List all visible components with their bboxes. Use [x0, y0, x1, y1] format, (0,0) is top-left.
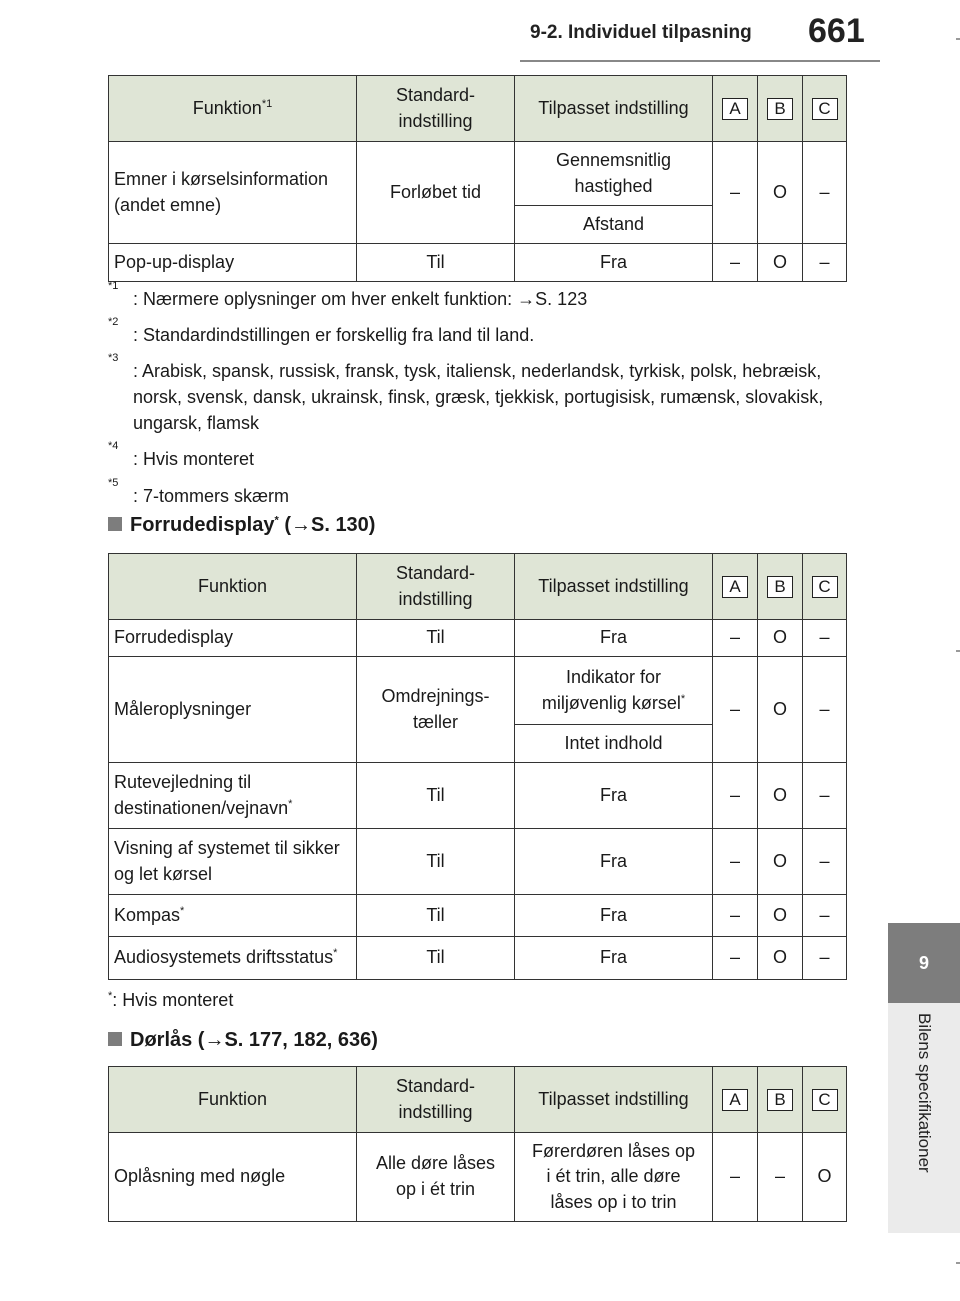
cell-c: –	[803, 937, 847, 980]
col-header-b: B	[758, 1067, 803, 1133]
bullet-square-icon	[108, 1032, 122, 1046]
table-row	[109, 620, 847, 657]
cell-custom: Fra	[515, 829, 713, 895]
cell-a: –	[713, 895, 758, 937]
cell-custom: Fra	[515, 244, 713, 282]
table-row	[109, 895, 847, 937]
table-row	[109, 244, 847, 282]
cell-a: –	[713, 142, 758, 244]
cell-funktion: Oplåsning med nøgle	[109, 1133, 357, 1222]
col-header-b: B	[758, 76, 803, 142]
bullet-square-icon	[108, 517, 122, 531]
col-header-funktion: Funktion	[109, 554, 357, 620]
chapter-label: Bilens specifikationer	[915, 1013, 934, 1173]
footnotes	[108, 280, 828, 519]
col-header-standard: Standard- indstilling	[357, 1067, 515, 1133]
col-header-tilpasset: Tilpasset indstilling	[515, 1067, 713, 1133]
chapter-tab	[888, 923, 960, 1003]
footnote: *: Hvis monteret	[108, 990, 234, 1010]
cell-a: –	[713, 1133, 758, 1222]
page-ref-link[interactable]: S. 177, 182, 636)	[224, 1029, 378, 1051]
col-header-a: A	[713, 1067, 758, 1133]
table-driving-info	[108, 75, 847, 282]
page-ref-link[interactable]: S. 123	[535, 289, 588, 309]
arrow-icon: →	[517, 289, 536, 309]
chapter-number: 9	[918, 952, 929, 973]
col-header-tilpasset: Tilpasset indstilling	[515, 76, 713, 142]
cell-standard: Omdrejnings- tæller	[357, 657, 515, 763]
cell-custom: Fra	[515, 763, 713, 829]
col-header-funktion: Funktion	[109, 1067, 357, 1133]
cell-custom: Gennemsnitlig hastighed	[515, 142, 713, 206]
cell-funktion: Emner i kørselsinformation (andet emne)	[109, 142, 357, 244]
cell-c: –	[803, 657, 847, 763]
cell-funktion: Pop-up-display	[109, 244, 357, 282]
arrow-icon: →	[204, 1029, 225, 1051]
edge-tick	[956, 38, 960, 40]
page-number: 661	[808, 12, 865, 50]
col-header-tilpasset: Tilpasset indstilling	[515, 554, 713, 620]
cell-a: –	[713, 829, 758, 895]
arrow-icon: →	[290, 514, 311, 536]
cell-a: –	[713, 657, 758, 763]
col-header-standard: Standard- indstilling	[357, 76, 515, 142]
cell-c: –	[803, 620, 847, 657]
cell-custom: Afstand	[515, 206, 713, 244]
table-row	[109, 142, 847, 206]
table-forrudedisplay	[108, 553, 847, 980]
table-row	[109, 829, 847, 895]
footnote: *1 : Nærmere oplysninger om hver enkelt funktion: →S. 123	[108, 280, 588, 309]
cell-c: –	[803, 829, 847, 895]
cell-b: O	[758, 244, 803, 282]
cell-a: –	[713, 244, 758, 282]
cell-funktion: Rutevejledning til destinationen/vejnavn*	[109, 763, 357, 829]
cell-b: O	[758, 142, 803, 244]
edge-tick	[956, 1262, 960, 1264]
cell-c: –	[803, 244, 847, 282]
col-header-b: B	[758, 554, 803, 620]
section-heading-forrudedisplay: Forrudedisplay* (→S. 130)	[108, 514, 375, 537]
table-header-row	[109, 76, 847, 142]
footnote: *5 : 7-tommers skærm	[108, 476, 290, 506]
cell-b: O	[758, 829, 803, 895]
col-header-c: C	[803, 554, 847, 620]
table-dorlas	[108, 1066, 847, 1222]
cell-standard: Forløbet tid	[357, 142, 515, 244]
chapter-label-strip	[888, 1003, 960, 1233]
edge-tick	[956, 650, 960, 652]
section-heading-dorlas: Dørlås (→S. 177, 182, 636)	[108, 1029, 378, 1052]
header-divider	[520, 60, 880, 62]
cell-c: –	[803, 763, 847, 829]
cell-funktion: Måleroplysninger	[109, 657, 357, 763]
cell-standard: Til	[357, 763, 515, 829]
col-header-c: C	[803, 1067, 847, 1133]
cell-standard: Til	[357, 829, 515, 895]
col-header-standard: Standard- indstilling	[357, 554, 515, 620]
table-header-row	[109, 554, 847, 620]
footnote: *2 : Standardindstillingen er forskellig fra land til land.	[108, 316, 535, 346]
cell-b: O	[758, 657, 803, 763]
cell-funktion: Kompas*	[109, 895, 357, 937]
cell-b: –	[758, 1133, 803, 1222]
table-header-row	[109, 1067, 847, 1133]
table-row	[109, 763, 847, 829]
cell-c: O	[803, 1133, 847, 1222]
section-title: 9-2. Individuel tilpasning	[530, 22, 752, 43]
cell-funktion: Forrudedisplay	[109, 620, 357, 657]
cell-standard: Alle døre låses op i ét trin	[357, 1133, 515, 1222]
cell-b: O	[758, 937, 803, 980]
cell-custom: Fra	[515, 895, 713, 937]
cell-standard: Til	[357, 620, 515, 657]
cell-c: –	[803, 142, 847, 244]
cell-custom: Førerdøren låses op i ét trin, alle døre låses op i to trin	[515, 1133, 713, 1222]
cell-b: O	[758, 895, 803, 937]
cell-a: –	[713, 620, 758, 657]
cell-custom: Fra	[515, 937, 713, 980]
cell-standard: Til	[357, 937, 515, 980]
footnote: *3 : Arabisk, spansk, russisk, fransk, tysk, italiensk, nederlandsk, tyrkisk, polsk, hebræisk, norsk, svensk, dansk, ukrainsk, finsk, græsk, tjekkisk, portugisisk, rumænsk, slovakisk, ungarsk, flamsk	[108, 352, 824, 434]
cell-c: –	[803, 895, 847, 937]
cell-a: –	[713, 763, 758, 829]
cell-standard: Til	[357, 244, 515, 282]
page-ref-link[interactable]: S. 130)	[310, 514, 376, 536]
cell-custom: Indikator for miljøvenlig kørsel*	[515, 657, 713, 725]
col-header-a: A	[713, 554, 758, 620]
col-header-a: A	[713, 76, 758, 142]
cell-custom: Intet indhold	[515, 725, 713, 763]
col-header-funktion: Funktion$^{*1}$	[109, 76, 357, 142]
col-header-c: C	[803, 76, 847, 142]
table-row	[109, 1133, 847, 1222]
cell-custom: Fra	[515, 620, 713, 657]
cell-b: O	[758, 763, 803, 829]
cell-funktion: Visning af systemet til sikker og let kørsel	[109, 829, 357, 895]
cell-funktion: Audiosystemets driftsstatus*	[109, 937, 357, 980]
table-row	[109, 937, 847, 980]
footnote: *4 : Hvis monteret	[108, 440, 255, 470]
cell-standard: Til	[357, 895, 515, 937]
table-row	[109, 657, 847, 725]
cell-b: O	[758, 620, 803, 657]
cell-a: –	[713, 937, 758, 980]
